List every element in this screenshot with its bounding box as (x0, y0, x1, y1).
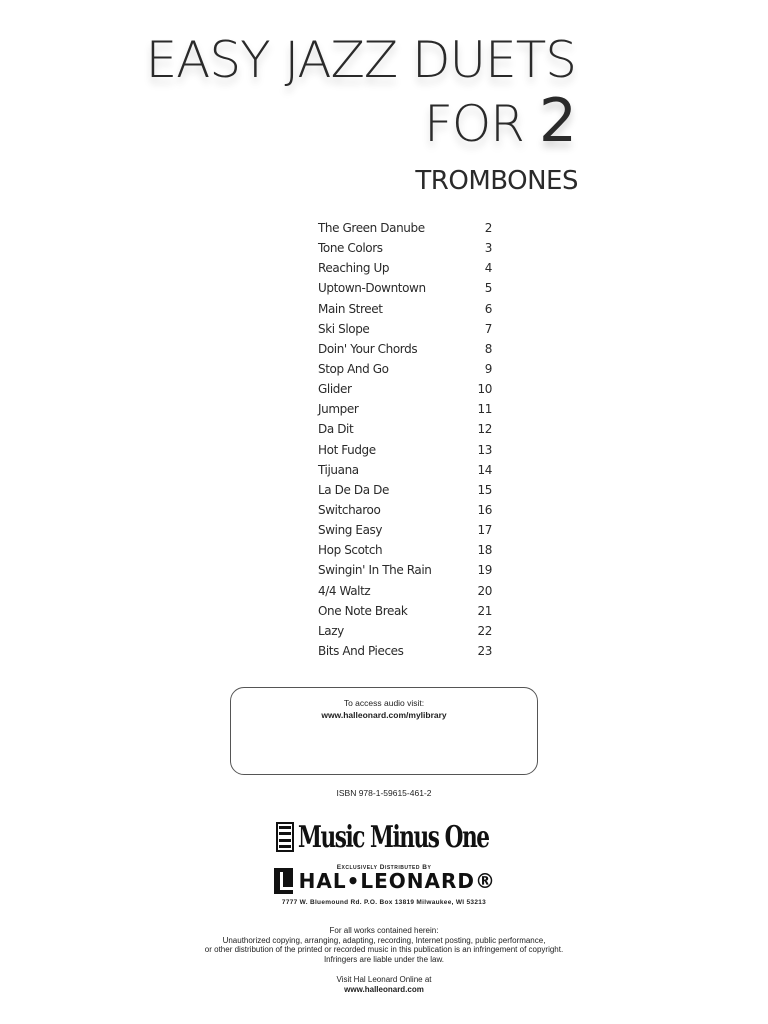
visit-online (0, 975, 768, 995)
toc-title: Stop And Go (318, 362, 389, 377)
toc-entry (318, 520, 492, 540)
title-for: FOR (424, 95, 539, 153)
subtitle: TROMBONES (415, 166, 578, 196)
table-of-contents (318, 218, 492, 661)
toc-title: 4/4 Waltz (318, 583, 371, 598)
toc-entry (318, 480, 492, 500)
toc-entry (318, 379, 492, 399)
toc-entry (318, 540, 492, 560)
toc-entry (318, 419, 492, 439)
legal-line: Infringers are liable under the law. (323, 954, 445, 964)
toc-title: Reaching Up (318, 261, 390, 276)
hal-leonard-name: HAL•LEONARD® (298, 869, 496, 893)
toc-page: 12 (477, 422, 492, 437)
isbn: ISBN 978-1-59615-461-2 (336, 788, 432, 798)
toc-page: 5 (484, 281, 492, 296)
toc-title: Lazy (318, 623, 344, 638)
toc-title: Doin' Your Chords (318, 341, 418, 356)
toc-page: 8 (484, 341, 492, 356)
toc-title: Tone Colors (318, 241, 383, 256)
toc-title: La De Da De (318, 482, 389, 497)
toc-title: One Note Break (318, 603, 408, 618)
toc-entry (318, 399, 492, 419)
toc-title: Hop Scotch (318, 543, 383, 558)
toc-entry (318, 460, 492, 480)
title-line-1: EASY JAZZ DUETS (145, 31, 576, 89)
toc-page: 4 (484, 261, 492, 276)
toc-entry (318, 641, 492, 661)
toc-page: 15 (477, 482, 492, 497)
toc-page: 19 (477, 563, 492, 578)
toc-title: Jumper (318, 402, 359, 417)
toc-page: 22 (477, 623, 492, 638)
title-line-2 (424, 86, 576, 159)
toc-title: Swing Easy (318, 523, 383, 538)
toc-entry (318, 258, 492, 278)
toc-entry (318, 319, 492, 339)
toc-entry (318, 278, 492, 298)
toc-title: Hot Fudge (318, 442, 376, 457)
mmo-emblem-icon (276, 822, 294, 852)
music-minus-one-logo (276, 818, 563, 856)
toc-page: 18 (477, 543, 492, 558)
toc-title: Uptown-Downtown (318, 281, 426, 296)
toc-entry (318, 238, 492, 258)
hal-leonard-emblem-icon (274, 868, 293, 894)
toc-title: Tijuana (318, 462, 359, 477)
toc-page: 17 (477, 523, 492, 538)
legal-line: Unauthorized copying, arranging, adapting, recording, Internet posting, public performance, (222, 935, 546, 945)
toc-title: Switcharoo (318, 503, 381, 518)
toc-title: Swingin' In The Rain (318, 563, 432, 578)
toc-title: Main Street (318, 301, 383, 316)
toc-page: 21 (477, 603, 492, 618)
toc-entry (318, 560, 492, 580)
hal-leonard-logo (274, 866, 496, 896)
toc-page: 9 (484, 362, 492, 377)
toc-entry (318, 601, 492, 621)
toc-entry (318, 299, 492, 319)
legal-line: For all works contained herein: (329, 926, 439, 935)
distributed-by: Exclusively Distributed By (336, 864, 432, 871)
toc-entry (318, 359, 492, 379)
toc-page: 16 (477, 503, 492, 518)
toc-page: 3 (484, 241, 492, 256)
toc-page: 14 (477, 462, 492, 477)
toc-page: 6 (484, 301, 492, 316)
toc-title: The Green Danube (318, 221, 425, 236)
toc-page: 11 (477, 402, 492, 417)
audio-url: www.halleonard.com/mylibrary (321, 710, 447, 720)
toc-page: 2 (484, 221, 492, 236)
toc-page: 13 (477, 442, 492, 457)
legal-notice (0, 926, 768, 964)
toc-page: 7 (484, 321, 492, 336)
publisher-address: 7777 W. Bluemound Rd. P.O. Box 13819 Milwaukee, WI 53213 (281, 899, 487, 906)
visit-label: Visit Hal Leonard Online at (336, 975, 432, 984)
visit-url: www.halleonard.com (344, 985, 424, 994)
toc-title: Da Dit (318, 422, 354, 437)
toc-title: Glider (318, 382, 352, 397)
title-number: 2 (538, 86, 576, 156)
toc-entry (318, 440, 492, 460)
toc-entry (318, 581, 492, 601)
toc-page: 23 (477, 644, 492, 659)
toc-page: 10 (477, 382, 492, 397)
toc-entry (318, 218, 492, 238)
toc-page: 20 (477, 583, 492, 598)
toc-title: Bits And Pieces (318, 644, 404, 659)
legal-line: or other distribution of the printed or recorded music in this publication is an infringement of copyright. (204, 945, 564, 954)
toc-title: Ski Slope (318, 321, 370, 336)
mmo-name: Music Minus One (298, 819, 489, 855)
toc-entry (318, 621, 492, 641)
toc-entry (318, 339, 492, 359)
toc-entry (318, 500, 492, 520)
audio-label: To access audio visit: (343, 698, 425, 708)
audio-access-box (230, 687, 538, 775)
